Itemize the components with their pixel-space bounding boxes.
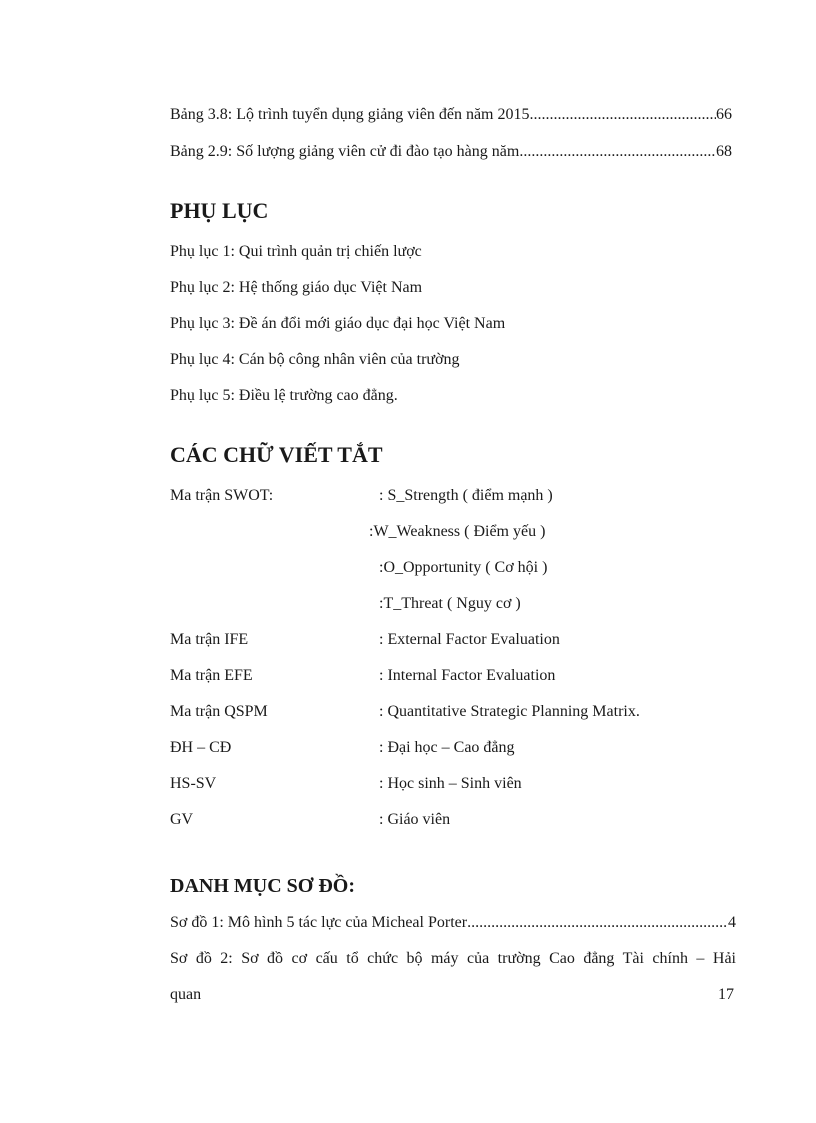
toc-entry-diagram-2-line1: Sơ đồ 2: Sơ đồ cơ cấu tổ chức bộ máy của trường Cao đẳng Tài chính – Hải bbox=[170, 950, 736, 967]
toc-entry-diagram-1 bbox=[170, 913, 736, 933]
abbreviation-definition: :W_Weakness ( Điểm yếu ) bbox=[369, 523, 546, 540]
toc-entry-page: 4 bbox=[728, 914, 736, 931]
abbreviation-term: HS-SV bbox=[170, 775, 217, 792]
toc-entry-page: 17 bbox=[718, 986, 734, 1003]
toc-entry-page: 68 bbox=[716, 143, 732, 160]
appendix-item: Phụ lục 1: Qui trình quản trị chiến lược bbox=[170, 243, 422, 260]
appendix-item: Phụ lục 3: Đề án đổi mới giáo dục đại học Việt Nam bbox=[170, 315, 506, 332]
appendix-item: Phụ lục 4: Cán bộ công nhân viên của trường bbox=[170, 351, 460, 368]
toc-leader-dots bbox=[530, 105, 717, 125]
toc-entry-table-2-9 bbox=[170, 142, 732, 162]
toc-entry-table-3-8 bbox=[170, 105, 732, 125]
abbreviation-definition: : Học sinh – Sinh viên bbox=[379, 775, 522, 792]
appendix-item: Phụ lục 2: Hệ thống giáo dục Việt Nam bbox=[170, 279, 423, 296]
abbreviation-term: Ma trận IFE bbox=[170, 631, 249, 648]
toc-entry-page: 66 bbox=[716, 106, 732, 123]
abbreviation-definition: : Giáo viên bbox=[379, 811, 451, 828]
abbreviation-definition: : External Factor Evaluation bbox=[379, 631, 560, 648]
abbreviation-definition: : Đại học – Cao đẳng bbox=[379, 739, 515, 756]
abbreviation-term: ĐH – CĐ bbox=[170, 739, 232, 756]
abbreviation-definition: :T_Threat ( Nguy cơ ) bbox=[379, 595, 521, 612]
abbreviations-heading: CÁC CHỮ VIẾT TẮT bbox=[170, 442, 383, 467]
toc-entry-label: Sơ đồ 1: Mô hình 5 tác lực của Micheal Porter bbox=[170, 914, 468, 931]
toc-leader-dots bbox=[519, 142, 716, 162]
toc-entry-diagram-2-line2: quan bbox=[170, 986, 202, 1003]
toc-entry-label: Bảng 2.9: Số lượng giảng viên cử đi đào tạo hàng năm bbox=[170, 143, 520, 160]
abbreviation-term: Ma trận QSPM bbox=[170, 703, 268, 720]
abbreviation-definition: : Quantitative Strategic Planning Matrix. bbox=[379, 703, 640, 720]
abbreviation-definition: : Internal Factor Evaluation bbox=[379, 667, 556, 684]
appendix-heading: PHỤ LỤC bbox=[170, 198, 269, 223]
abbreviation-term: Ma trận SWOT: bbox=[170, 487, 274, 504]
abbreviation-definition: :O_Opportunity ( Cơ hội ) bbox=[379, 559, 548, 576]
abbreviation-definition: : S_Strength ( điểm mạnh ) bbox=[379, 487, 553, 504]
appendix-item: Phụ lục 5: Điều lệ trường cao đẳng. bbox=[170, 387, 398, 404]
abbreviation-term: GV bbox=[170, 811, 194, 828]
abbreviation-term: Ma trận EFE bbox=[170, 667, 253, 684]
toc-leader-dots bbox=[467, 913, 728, 933]
toc-entry-label: Bảng 3.8: Lộ trình tuyển dụng giảng viên đến năm 2015 bbox=[170, 106, 530, 123]
diagrams-heading: DANH MỤC SƠ ĐỒ: bbox=[170, 875, 355, 897]
